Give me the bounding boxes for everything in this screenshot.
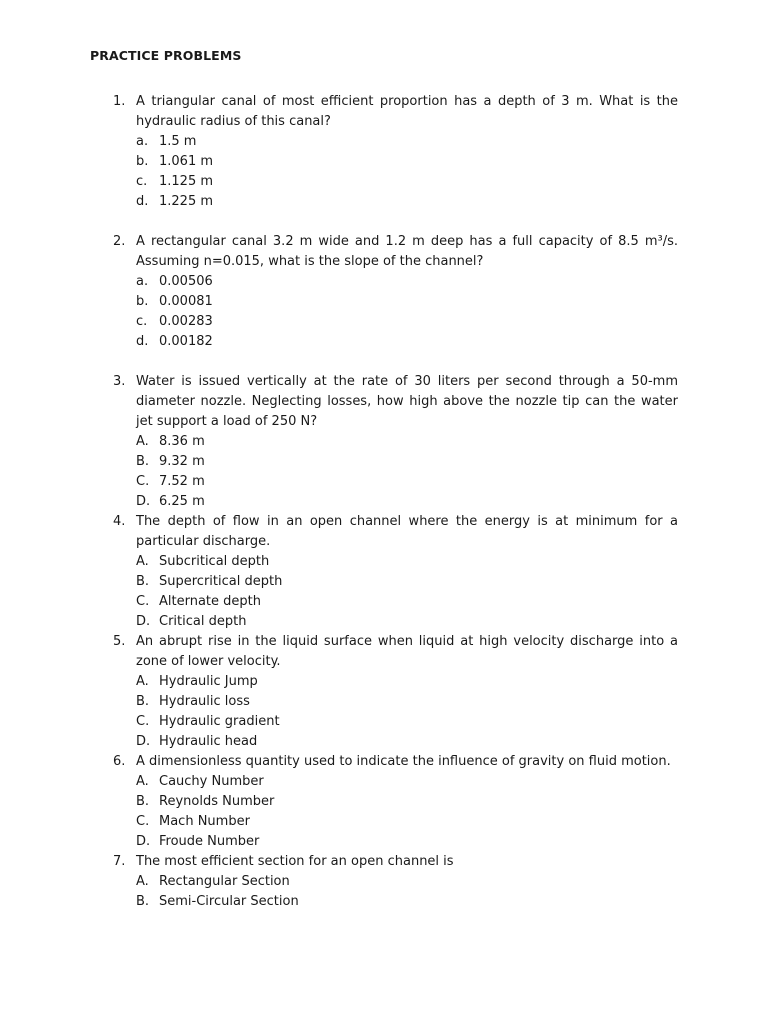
choice-text: Supercritical depth bbox=[159, 574, 283, 589]
choice-item bbox=[0, 472, 768, 492]
choice-letter: c. bbox=[136, 174, 148, 189]
question-7 bbox=[0, 852, 768, 912]
choice-text: Semi-Circular Section bbox=[159, 894, 299, 909]
choice-item bbox=[0, 492, 768, 512]
choice-letter: D. bbox=[136, 834, 151, 849]
choice-list bbox=[0, 672, 768, 752]
choice-letter: B. bbox=[136, 794, 150, 809]
choice-letter: B. bbox=[136, 574, 150, 589]
choice-text: 1.225 m bbox=[159, 194, 214, 209]
choice-text: 0.00283 bbox=[159, 314, 213, 329]
choice-letter: A. bbox=[136, 554, 149, 569]
choice-item bbox=[0, 672, 768, 692]
choice-text: Hydraulic loss bbox=[159, 694, 250, 709]
question-1 bbox=[0, 92, 768, 212]
choice-item bbox=[0, 552, 768, 572]
choice-text: 7.52 m bbox=[159, 474, 205, 489]
choice-item bbox=[0, 572, 768, 592]
question-text: A triangular canal of most efficient proportion has a depth of 3 m. What is the hydraulic radius of this canal? bbox=[136, 94, 678, 129]
choice-letter: a. bbox=[136, 134, 149, 149]
choice-text: 0.00506 bbox=[159, 274, 213, 289]
question-number: 4. bbox=[113, 514, 126, 529]
question-text: A rectangular canal 3.2 m wide and 1.2 m deep has a full capacity of 8.5 m³/s. Assuming n=0.015, what is the slope of the channel? bbox=[136, 234, 678, 269]
choice-item bbox=[0, 332, 768, 352]
choice-item bbox=[0, 792, 768, 812]
question-number: 6. bbox=[113, 754, 126, 769]
choice-letter: D. bbox=[136, 614, 151, 629]
choice-item bbox=[0, 772, 768, 792]
choice-text: Hydraulic head bbox=[159, 734, 258, 749]
choice-letter: b. bbox=[136, 154, 149, 169]
question-4 bbox=[0, 512, 768, 632]
choice-item bbox=[0, 452, 768, 472]
question-list bbox=[0, 92, 768, 912]
choice-item bbox=[0, 832, 768, 852]
choice-item bbox=[0, 192, 768, 212]
choice-letter: D. bbox=[136, 494, 151, 509]
question-3 bbox=[0, 372, 768, 512]
choice-item bbox=[0, 872, 768, 892]
choice-text: 1.5 m bbox=[159, 134, 197, 149]
choice-item bbox=[0, 712, 768, 732]
choice-letter: C. bbox=[136, 594, 150, 609]
choice-letter: B. bbox=[136, 454, 150, 469]
choice-letter: C. bbox=[136, 814, 150, 829]
question-text: An abrupt rise in the liquid surface when liquid at high velocity discharge into a zone of lower velocity. bbox=[136, 634, 678, 669]
question-text: The most efficient section for an open channel is bbox=[136, 854, 454, 869]
choice-item bbox=[0, 892, 768, 912]
choice-letter: A. bbox=[136, 774, 149, 789]
choice-list bbox=[0, 132, 768, 212]
question-6 bbox=[0, 752, 768, 852]
choice-item bbox=[0, 592, 768, 612]
question-text: A dimensionless quantity used to indicate the influence of gravity on fluid motion. bbox=[136, 754, 671, 769]
choice-text: 8.36 m bbox=[159, 434, 205, 449]
choice-text: Froude Number bbox=[159, 834, 260, 849]
choice-text: 1.125 m bbox=[159, 174, 214, 189]
question-number: 1. bbox=[113, 94, 126, 109]
choice-list bbox=[0, 872, 768, 912]
choice-text: Hydraulic Jump bbox=[159, 674, 258, 689]
question-number: 3. bbox=[113, 374, 126, 389]
question-number: 5. bbox=[113, 634, 126, 649]
choice-item bbox=[0, 172, 768, 192]
choice-item bbox=[0, 692, 768, 712]
question-number: 2. bbox=[113, 234, 126, 249]
question-text: The depth of flow in an open channel where the energy is at minimum for a particular discharge. bbox=[136, 514, 678, 549]
choice-text: 9.32 m bbox=[159, 454, 205, 469]
choice-letter: A. bbox=[136, 434, 149, 449]
choice-text: Subcritical depth bbox=[159, 554, 270, 569]
choice-item bbox=[0, 732, 768, 752]
choice-text: Reynolds Number bbox=[159, 794, 275, 809]
choice-item bbox=[0, 812, 768, 832]
choice-letter: C. bbox=[136, 714, 150, 729]
choice-text: Cauchy Number bbox=[159, 774, 264, 789]
choice-letter: c. bbox=[136, 314, 148, 329]
question-number: 7. bbox=[113, 854, 126, 869]
choice-text: Rectangular Section bbox=[159, 874, 290, 889]
choice-text: 6.25 m bbox=[159, 494, 205, 509]
choice-letter: d. bbox=[136, 334, 149, 349]
choice-item bbox=[0, 292, 768, 312]
choice-letter: a. bbox=[136, 274, 149, 289]
choice-list bbox=[0, 552, 768, 632]
choice-text: Mach Number bbox=[159, 814, 250, 829]
choice-item bbox=[0, 132, 768, 152]
choice-letter: B. bbox=[136, 694, 150, 709]
choice-item bbox=[0, 612, 768, 632]
choice-letter: A. bbox=[136, 874, 149, 889]
choice-item bbox=[0, 312, 768, 332]
choice-letter: d. bbox=[136, 194, 149, 209]
choice-list bbox=[0, 272, 768, 352]
choice-letter: B. bbox=[136, 894, 150, 909]
choice-list bbox=[0, 772, 768, 852]
choice-item bbox=[0, 272, 768, 292]
question-2 bbox=[0, 232, 768, 352]
choice-letter: A. bbox=[136, 674, 149, 689]
page-title: PRACTICE PROBLEMS bbox=[90, 48, 242, 63]
choice-text: 1.061 m bbox=[159, 154, 214, 169]
question-text: Water is issued vertically at the rate of 30 liters per second through a 50-mm diameter nozzle. Neglecting losses, how high above the nozzle tip can the water jet support a load of 250 N? bbox=[136, 374, 678, 429]
choice-text: Critical depth bbox=[159, 614, 247, 629]
question-5 bbox=[0, 632, 768, 752]
choice-text: 0.00182 bbox=[159, 334, 213, 349]
choice-letter: D. bbox=[136, 734, 151, 749]
choice-item bbox=[0, 152, 768, 172]
choice-text: Hydraulic gradient bbox=[159, 714, 280, 729]
choice-text: Alternate depth bbox=[159, 594, 261, 609]
choice-letter: C. bbox=[136, 474, 150, 489]
choice-letter: b. bbox=[136, 294, 149, 309]
choice-text: 0.00081 bbox=[159, 294, 213, 309]
choice-list bbox=[0, 432, 768, 512]
choice-item bbox=[0, 432, 768, 452]
